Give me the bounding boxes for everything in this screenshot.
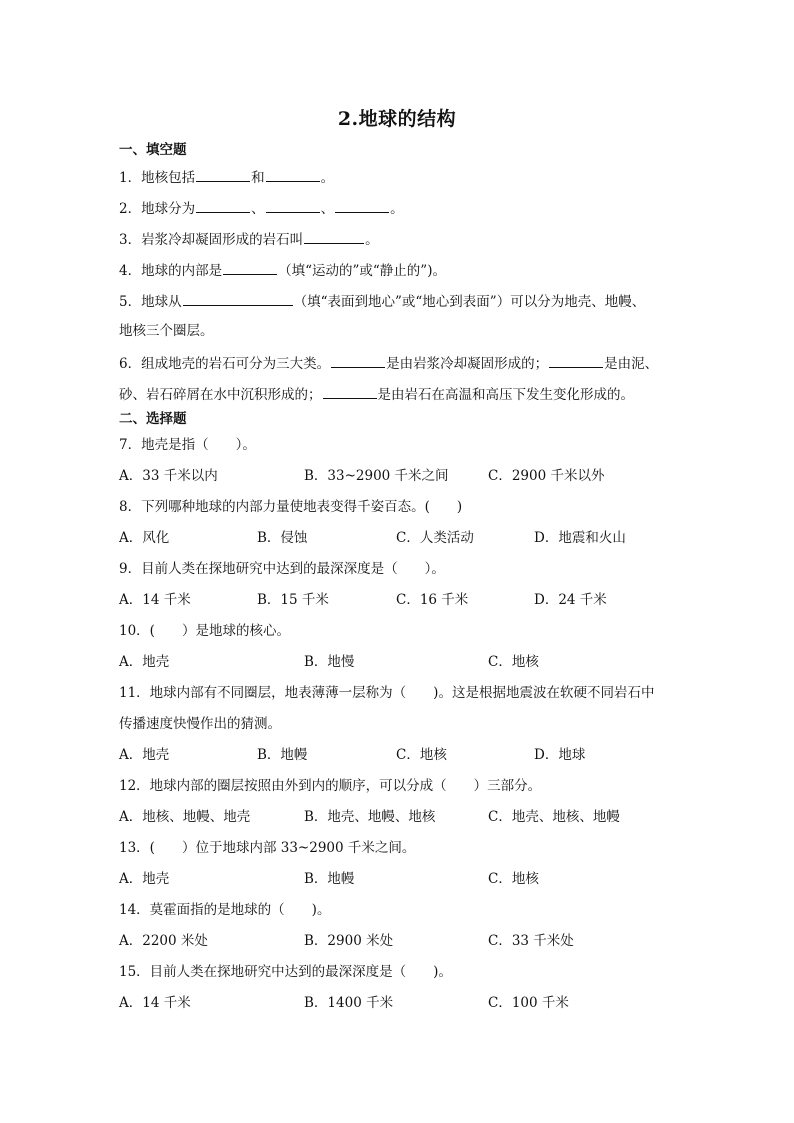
answer-blank bbox=[223, 260, 277, 275]
question-text: 是由岩浆冷却凝固形成的； bbox=[386, 356, 549, 372]
question-2 bbox=[119, 198, 404, 218]
option-d: D．24 千米 bbox=[534, 592, 607, 608]
question-13: 13．( ）位于地球内部 33~2900 千米之间。 bbox=[119, 840, 416, 856]
option-b: B．地壳、地幔、地核 bbox=[304, 809, 436, 825]
page-title: 2.地球的结构 bbox=[337, 108, 457, 130]
question-11: 11．地球内部有不同圈层，地表薄薄一层称为（ )。这是根据地震波在软硬不同岩石中 bbox=[119, 685, 655, 701]
question-10: 10．( ）是地球的核心。 bbox=[119, 623, 290, 639]
option-b: B．1400 千米 bbox=[304, 995, 394, 1011]
option-c: C．16 千米 bbox=[396, 592, 469, 608]
option-a: A．地壳 bbox=[119, 747, 170, 763]
answer-blank bbox=[323, 384, 377, 399]
answer-blank bbox=[196, 167, 250, 182]
question-text: 5．地球从 bbox=[119, 294, 182, 310]
question-text: （填“表面到地心”或“地心到表面”）可以分为地壳、地幔、 bbox=[293, 294, 646, 310]
question-text: 、 bbox=[251, 201, 265, 217]
question-3 bbox=[119, 229, 379, 249]
answer-blank bbox=[331, 353, 385, 368]
answer-blank bbox=[549, 353, 603, 368]
option-c: C．地壳、地核、地幔 bbox=[488, 809, 620, 825]
option-b: B．地幔 bbox=[304, 871, 355, 887]
section-heading-choice: 二、选择题 bbox=[119, 411, 187, 427]
question-4 bbox=[119, 260, 446, 280]
option-c: C．地核 bbox=[488, 871, 539, 887]
question-text: 砂、岩石碎屑在水中沉积形成的； bbox=[119, 387, 322, 403]
option-d: D．地球 bbox=[534, 747, 586, 763]
question-text: 。 bbox=[390, 201, 404, 217]
answer-blank bbox=[304, 229, 364, 244]
question-text: 1．地核包括 bbox=[119, 170, 196, 186]
question-15: 15．目前人类在探地研究中达到的最深深度是（ )。 bbox=[119, 964, 452, 980]
question-12: 12．地球内部的圈层按照由外到内的顺序，可以分成（ ）三部分。 bbox=[119, 778, 542, 794]
option-c: C．人类活动 bbox=[396, 530, 474, 546]
question-text: 是由泥、 bbox=[604, 356, 659, 372]
option-c: C．2900 千米以外 bbox=[488, 468, 605, 484]
question-text: 是由岩石在高温和高压下发生变化形成的。 bbox=[377, 387, 634, 403]
question-14: 14．莫霍面指的是地球的（ )。 bbox=[119, 902, 331, 918]
option-a: A．地壳 bbox=[119, 654, 170, 670]
answer-blank bbox=[183, 291, 293, 306]
answer-blank bbox=[266, 167, 320, 182]
question-text: 。 bbox=[365, 232, 379, 248]
question-5 bbox=[119, 291, 645, 311]
option-a: A．14 千米 bbox=[119, 995, 191, 1011]
question-6 bbox=[119, 353, 658, 373]
question-text: 和 bbox=[251, 170, 265, 186]
question-text: （填“运动的”或“静止的”)。 bbox=[278, 263, 446, 279]
question-text: 、 bbox=[320, 201, 335, 217]
option-a: A．2200 米处 bbox=[119, 933, 208, 949]
question-text: 4．地球的内部是 bbox=[119, 263, 223, 279]
option-b: B．15 千米 bbox=[257, 592, 329, 608]
question-5-continued: 地核三个圈层。 bbox=[119, 323, 214, 339]
option-d: D．地震和火山 bbox=[534, 530, 626, 546]
option-b: B．33~2900 千米之间 bbox=[304, 468, 449, 484]
answer-blank bbox=[196, 198, 250, 213]
option-a: A．33 千米以内 bbox=[119, 468, 218, 484]
section-heading-fill: 一、填空题 bbox=[119, 142, 187, 158]
question-text: 。 bbox=[320, 170, 335, 186]
question-11-continued: 传播速度快慢作出的猜测。 bbox=[119, 716, 281, 732]
option-c: C．100 千米 bbox=[488, 995, 569, 1011]
answer-blank bbox=[266, 198, 320, 213]
option-a: A．风化 bbox=[119, 530, 170, 546]
option-b: B．2900 米处 bbox=[304, 933, 394, 949]
option-c: C．地核 bbox=[488, 654, 539, 670]
question-text: 3．岩浆冷却凝固形成的岩石叫 bbox=[119, 232, 304, 248]
option-c: C．33 千米处 bbox=[488, 933, 574, 949]
answer-blank bbox=[335, 198, 389, 213]
question-1 bbox=[119, 167, 334, 187]
question-9: 9．目前人类在探地研究中达到的最深深度是（ ）。 bbox=[119, 561, 445, 577]
option-a: A．14 千米 bbox=[119, 592, 191, 608]
option-c: C．地核 bbox=[396, 747, 447, 763]
option-a: A．地核、地幔、地壳 bbox=[119, 809, 251, 825]
question-text: 2．地球分为 bbox=[119, 201, 196, 217]
question-6-continued bbox=[119, 384, 634, 404]
option-b: B．地幔 bbox=[257, 747, 308, 763]
option-b: B．地慢 bbox=[304, 654, 355, 670]
question-7: 7．地壳是指（ ）。 bbox=[119, 437, 256, 453]
question-text: 6．组成地壳的岩石可分为三大类。 bbox=[119, 356, 331, 372]
option-b: B．侵蚀 bbox=[257, 530, 308, 546]
question-8: 8．下列哪种地球的内部力量使地表变得千姿百态。( ) bbox=[119, 499, 463, 515]
option-a: A．地壳 bbox=[119, 871, 170, 887]
